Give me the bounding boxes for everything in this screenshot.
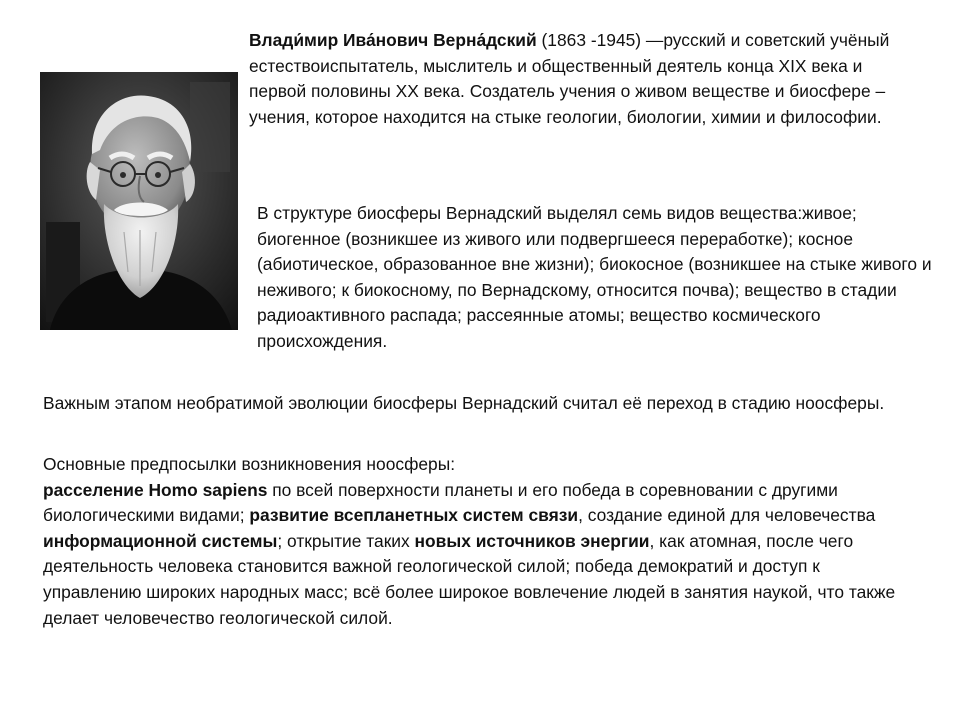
prerequisites-heading: Основные предпосылки возникновения ноосферы: (43, 454, 456, 474)
portrait-photo-illustration (40, 72, 238, 330)
prerequisite-new-energy-sources: новых источников энергии (414, 530, 650, 551)
life-years: (1863 -1945) — (536, 30, 664, 50)
person-name: Влади́мир Ива́нович Верна́дский (249, 30, 537, 50)
prerequisites-text-2: , создание единой для человечества (578, 505, 876, 526)
prerequisites-text-1: по всей поверхности планеты и его победа в соревновании с другими биологическими видами; (43, 479, 838, 526)
prerequisite-settlement: расселение Homo sapiens (43, 479, 268, 500)
noosphere-prerequisites-paragraph (43, 452, 923, 631)
prerequisite-communication-systems: развитие всепланетных систем связи (249, 505, 579, 526)
prerequisite-information-system: информационной системы (43, 530, 278, 551)
intro-description: русский и советский учёный естествоиспытатель, мыслитель и общественный деятель конца XIX века и первой половины XX века. Создатель учения о живом веществе и биосфере – учения, которое находится на стыке геологии, биологии, химии и философии. (249, 30, 890, 127)
noosphere-stage-paragraph: Важным этапом необратимой эволюции биосферы Вернадский считал её переход в стадию ноосферы. (43, 393, 885, 413)
intro-paragraph (249, 28, 924, 130)
prerequisites-text-3: ; открытие таких (277, 530, 415, 551)
biosphere-structure-paragraph: В структуре биосферы Вернадский выделял семь видов вещества:живое; биогенное (возникшее из живого или подвергшееся переработке); косное (абиотическое, образованное вне жизни); биокосное (возникшее на стыке живого и неживого; к биокосному, по Вернадскому, относится почва); вещество в стадии радиоактивного распада; рассеянные атомы; вещество космического происхождения. (257, 203, 932, 351)
vernadsky-portrait (40, 72, 238, 330)
prerequisites-text-4: , как атомная, после чего деятельность человека становится важной геологической силой; победа демократий и доступ к управлению широких народных масс; всё более широкое вовлечение людей в занятия наукой, что также делает человечество геологической силой. (43, 530, 896, 628)
